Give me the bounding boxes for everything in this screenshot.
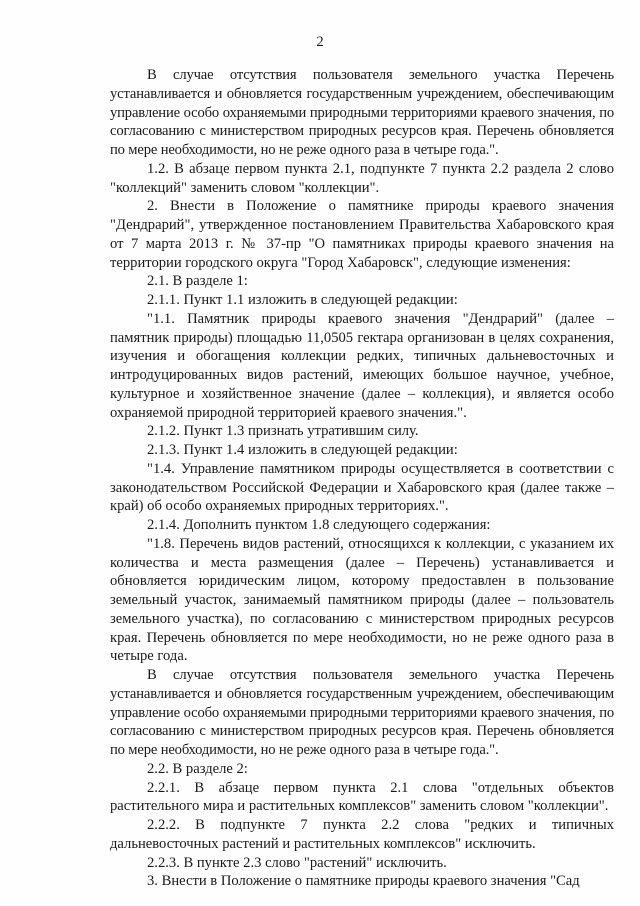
paragraph: "1.4. Управление памятником природы осуществляется в соответствии с законодательством Российской Федерации и Хабаровского края (далее также – край) об особо охраняемых природных территориях.". xyxy=(110,460,614,515)
page-number: 2 xyxy=(316,34,324,50)
paragraph: "1.8. Перечень видов растений, относящихся к коллекции, с указанием их количества и места размещения (далее – Перечень) устанавливается и обновляется юридическим лицом, которому предоставлен в пользование земельный участок, занимаемый памятником природы (далее – пользователь земельного участка), по согласованию с министерством природных ресурсов края. Перечень обновляется по мере необходимости, но не реже одного раза в четыре года. xyxy=(110,535,614,665)
document-body xyxy=(110,66,614,891)
paragraph: 2. Внести в Положение о памятнике природы краевого значения "Дендрарий", утвержденное постановлением Правительства Хабаровского края от 7 марта 2013 г. № 37-пр "О памятниках природы краевого значения на территории городского округа "Город Хабаровск", следующие изменения: xyxy=(110,198,614,271)
paragraph: 2.1.1. Пункт 1.1 изложить в следующей редакции: xyxy=(147,292,458,308)
paragraph: 2.2. В разделе 2: xyxy=(147,760,248,777)
paragraph: 2.1.3. Пункт 1.4 изложить в следующей редакции: xyxy=(147,442,458,458)
paragraph: 3. Внести в Положение о памятнике природы краевого значения "Сад xyxy=(147,873,580,890)
paragraph: 1.2. В абзаце первом пункта 2.1, подпункте 7 пункта 2.2 раздела 2 слово "коллекций" заменить словом "коллекции". xyxy=(110,160,614,196)
paragraph: 2.2.3. В пункте 2.3 слово "растений" исключить. xyxy=(147,854,447,871)
paragraph: 2.2.2. В подпункте 7 пункта 2.2 слова "редких и типичных дальневосточных растений и растительных комплексов" исключить. xyxy=(110,817,614,852)
paragraph: 2.1.2. Пункт 1.3 признать утратившим силу. xyxy=(147,423,419,440)
paragraph: В случае отсутствия пользователя земельного участка Перечень устанавливается и обновляется государственным учреждением, обеспечивающим управление особо охраняемыми природными территориями краевого значения, по согласованию с министерством природных ресурсов края. Перечень обновляется по мере необходимости, но не реже одного раза в четыре года.". xyxy=(110,67,614,158)
paragraph: В случае отсутствия пользователя земельного участка Перечень устанавливается и обновляется государственным учреждением, обеспечивающим управление особо охраняемыми природными территориями краевого значения, по согласованию с министерством природных ресурсов края. Перечень обновляется по мере необходимости, но не реже одного раза в четыре года.". xyxy=(110,667,614,758)
paragraph: 2.2.1. В абзаце первом пункта 2.1 слова "отдельных объектов растительного мира и растительных комплексов" заменить словом "коллекции". xyxy=(110,779,614,815)
paragraph: 2.1.4. Дополнить пунктом 1.8 следующего содержания: xyxy=(147,517,491,533)
paragraph: "1.1. Памятник природы краевого значения "Дендрарий" (далее – памятник природы) площадью 11,0505 гектара организован в целях сохранения, изучения и обогащения коллекции редких, типичных дальневосточных и интродуцированных видов растений, имеющих большое научное, учебное, культурное и хозяйственное значение (далее – коллекция), и является особо охраняемой природной территорией краевого значения.". xyxy=(110,310,614,421)
paragraph: 2.1. В разделе 1: xyxy=(147,273,248,290)
